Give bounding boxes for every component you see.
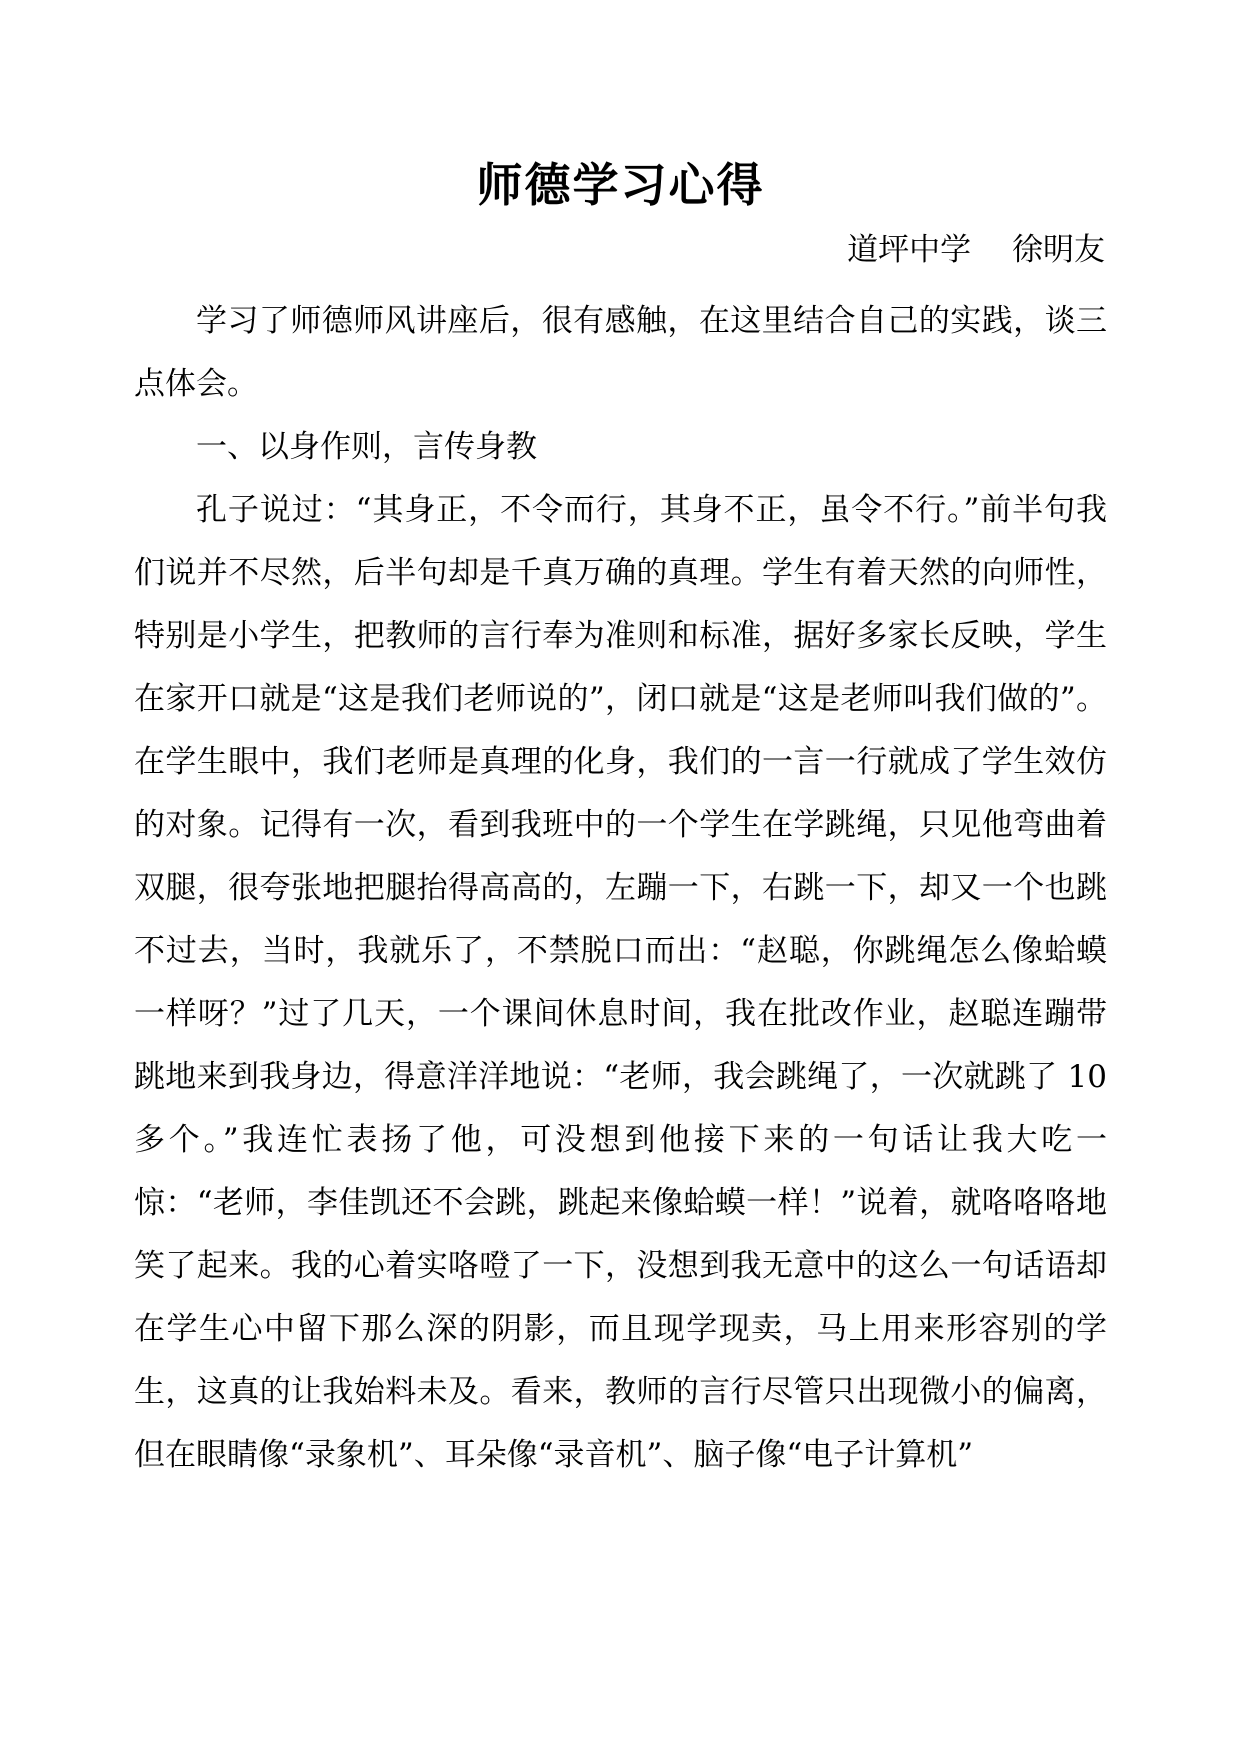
document-body [134, 290, 1107, 1487]
section-heading-1: 一、以身作则，言传身教 [196, 429, 537, 465]
author-line: 道坪中学 徐明友 [847, 232, 1105, 268]
paragraph-body: 孔子说过：“其身正，不令而行，其身不正，虽令不行。”前半句我们说并不尽然，后半句却是千真万确的真理。学生有着天然的向师性，特别是小学生，把教师的言行奉为准则和标准，据好多家长反映，学生在家开口就是“这是我们老师说的”，闭口就是“这是老师叫我们做的”。在学生眼中，我们老师是真理的化身，我们的一言一行就成了学生效仿的对象。记得有一次，看到我班中的一个学生在学跳绳，只见他弯曲着双腿，很夸张地把腿抬得高高的，左蹦一下，右跳一下，却又一个也跳不过去，当时，我就乐了，不禁脱口而出：“赵聪，你跳绳怎么像蛤蟆一样呀？”过了几天，一个课间休息时间，我在批改作业，赵聪连蹦带跳地来到我身边，得意洋洋地说：“老师，我会跳绳了，一次就跳了 10 多个。”我连忙表扬了他，可没想到他接下来的一句话让我大吃一惊：“老师，李佳凯还不会跳，跳起来像蛤蟆一样！”说着，就咯咯咯地笑了起来。我的心着实咯噔了一下，没想到我无意中的这么一句话语却在学生心中留下那么深的阴影，而且现学现卖，马上用来形容别的学生，这真的让我始料未及。看来，教师的言行尽管只出现微小的偏离，但在眼睛像“录象机”、耳朵像“录音机”、脑子像“电子计算机” [134, 492, 1107, 1473]
document-title: 师德学习心得 [476, 158, 765, 212]
paragraph-intro: 学习了师德师风讲座后，很有感触，在这里结合自己的实践，谈三点体会。 [134, 303, 1107, 402]
